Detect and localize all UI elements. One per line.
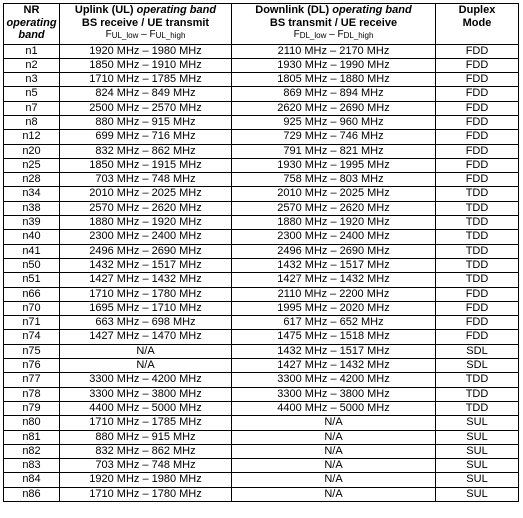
band-cell: n12	[4, 130, 60, 144]
downlink-range-formula	[232, 29, 435, 43]
nr-band-table-container	[3, 3, 519, 502]
table-header-row	[4, 4, 519, 45]
downlink-range-cell: 925 MHz – 960 MHz	[232, 115, 436, 129]
band-cell: n5	[4, 87, 60, 101]
uplink-range-cell: 1920 MHz – 1980 MHz	[60, 473, 232, 487]
band-cell: n3	[4, 73, 60, 87]
downlink-range-cell: 1995 MHz – 2020 MHz	[232, 301, 436, 315]
duplex-mode-cell: TDD	[436, 230, 519, 244]
nr-operating-band-table	[3, 3, 519, 502]
uplink-range-cell: 703 MHz – 748 MHz	[60, 173, 232, 187]
uplink-range-cell: 3300 MHz – 3800 MHz	[60, 387, 232, 401]
table-row	[4, 330, 519, 344]
downlink-range-cell: 758 MHz – 803 MHz	[232, 173, 436, 187]
band-cell: n81	[4, 430, 60, 444]
table-row	[4, 187, 519, 201]
downlink-header-subtitle: BS transmit / UE receive	[269, 16, 398, 29]
downlink-range-cell: N/A	[232, 487, 436, 501]
uplink-range-cell: 1710 MHz – 1780 MHz	[60, 487, 232, 501]
downlink-range-cell: 869 MHz – 894 MHz	[232, 87, 436, 101]
table-row	[4, 144, 519, 158]
downlink-range-cell: N/A	[232, 416, 436, 430]
band-cell: n74	[4, 330, 60, 344]
duplex-mode-cell: FDD	[436, 173, 519, 187]
downlink-range-cell: N/A	[232, 459, 436, 473]
uplink-range-cell: 1920 MHz – 1980 MHz	[60, 44, 232, 58]
band-cell: n39	[4, 216, 60, 230]
uplink-hi-sub: UL_high	[155, 31, 186, 40]
duplex-mode-cell: TDD	[436, 401, 519, 415]
band-cell: n83	[4, 459, 60, 473]
uplink-column-header	[60, 4, 232, 45]
duplex-mode-cell: TDD	[436, 216, 519, 230]
duplex-mode-cell: SUL	[436, 487, 519, 501]
table-row	[4, 287, 519, 301]
uplink-hi-main: F	[149, 29, 156, 40]
uplink-range-cell: 2010 MHz – 2025 MHz	[60, 187, 232, 201]
downlink-range-cell: 1930 MHz – 1990 MHz	[232, 58, 436, 72]
duplex-mode-cell: FDD	[436, 101, 519, 115]
table-row	[4, 244, 519, 258]
downlink-hi-sub: DL_high	[343, 31, 374, 40]
downlink-range-cell: 1880 MHz – 1920 MHz	[232, 216, 436, 230]
band-cell: n76	[4, 359, 60, 373]
uplink-title-italic: operating band	[136, 4, 217, 16]
uplink-range-cell: 1427 MHz – 1432 MHz	[60, 273, 232, 287]
downlink-title-plain: Downlink (DL)	[255, 4, 333, 16]
uplink-range-cell: 4400 MHz – 5000 MHz	[60, 401, 232, 415]
table-row	[4, 58, 519, 72]
downlink-range-cell: 4400 MHz – 5000 MHz	[232, 401, 436, 415]
downlink-range-cell: N/A	[232, 444, 436, 458]
uplink-range-cell: N/A	[60, 359, 232, 373]
uplink-range-cell: 1695 MHz – 1710 MHz	[60, 301, 232, 315]
table-row	[4, 158, 519, 172]
duplex-mode-cell: FDD	[436, 316, 519, 330]
band-header-line2: operating	[6, 16, 57, 29]
table-row	[4, 430, 519, 444]
duplex-header-line2: Mode	[462, 16, 492, 29]
uplink-range-cell: 880 MHz – 915 MHz	[60, 430, 232, 444]
band-cell: n25	[4, 158, 60, 172]
band-cell: n1	[4, 44, 60, 58]
table-row	[4, 258, 519, 272]
band-cell: n34	[4, 187, 60, 201]
band-cell: n8	[4, 115, 60, 129]
downlink-range-cell: 1427 MHz – 1432 MHz	[232, 359, 436, 373]
duplex-mode-cell: TDD	[436, 387, 519, 401]
uplink-range-sep: –	[138, 29, 150, 40]
duplex-mode-cell: FDD	[436, 73, 519, 87]
downlink-range-cell: 729 MHz – 746 MHz	[232, 130, 436, 144]
table-row	[4, 487, 519, 501]
band-cell: n82	[4, 444, 60, 458]
uplink-range-cell: 1710 MHz – 1780 MHz	[60, 287, 232, 301]
table-row	[4, 216, 519, 230]
table-row	[4, 444, 519, 458]
uplink-range-cell: 2496 MHz – 2690 MHz	[60, 244, 232, 258]
downlink-range-cell: 3300 MHz – 4200 MHz	[232, 373, 436, 387]
table-row	[4, 101, 519, 115]
duplex-mode-cell: FDD	[436, 158, 519, 172]
table-row	[4, 373, 519, 387]
duplex-mode-cell: FDD	[436, 58, 519, 72]
downlink-range-cell: N/A	[232, 473, 436, 487]
downlink-range-cell: N/A	[232, 430, 436, 444]
band-cell: n71	[4, 316, 60, 330]
table-row	[4, 359, 519, 373]
duplex-mode-cell: TDD	[436, 244, 519, 258]
duplex-mode-cell: SUL	[436, 459, 519, 473]
downlink-range-cell: 1432 MHz – 1517 MHz	[232, 258, 436, 272]
band-cell: n28	[4, 173, 60, 187]
table-row	[4, 230, 519, 244]
duplex-mode-cell: TDD	[436, 373, 519, 387]
table-row	[4, 73, 519, 87]
downlink-range-cell: 2496 MHz – 2690 MHz	[232, 244, 436, 258]
duplex-mode-cell: SUL	[436, 430, 519, 444]
table-row	[4, 273, 519, 287]
downlink-range-cell: 791 MHz – 821 MHz	[232, 144, 436, 158]
band-cell: n86	[4, 487, 60, 501]
band-cell: n51	[4, 273, 60, 287]
table-body	[4, 44, 519, 502]
uplink-range-cell: 663 MHz – 698 MHz	[60, 316, 232, 330]
downlink-lo-main: F	[293, 29, 300, 40]
table-row	[4, 344, 519, 358]
duplex-header-line1: Duplex	[458, 4, 496, 16]
downlink-range-cell: 2110 MHz – 2200 MHz	[232, 287, 436, 301]
uplink-range-cell: 1432 MHz – 1517 MHz	[60, 258, 232, 272]
duplex-mode-cell: FDD	[436, 287, 519, 301]
duplex-mode-cell: FDD	[436, 130, 519, 144]
duplex-mode-cell: FDD	[436, 301, 519, 315]
band-cell: n7	[4, 101, 60, 115]
downlink-range-cell: 2620 MHz – 2690 MHz	[232, 101, 436, 115]
table-row	[4, 44, 519, 58]
downlink-hi-main: F	[337, 29, 344, 40]
duplex-mode-cell: SDL	[436, 344, 519, 358]
downlink-range-cell: 2110 MHz – 2170 MHz	[232, 44, 436, 58]
uplink-range-formula	[60, 29, 231, 43]
band-cell: n66	[4, 287, 60, 301]
table-row	[4, 316, 519, 330]
table-row	[4, 401, 519, 415]
duplex-mode-cell: FDD	[436, 44, 519, 58]
uplink-range-cell: 2500 MHz – 2570 MHz	[60, 101, 232, 115]
table-row	[4, 115, 519, 129]
band-header-line3: band	[18, 29, 45, 41]
downlink-lo-sub: DL_low	[299, 31, 327, 40]
band-column-header	[4, 4, 60, 45]
uplink-range-cell: 1710 MHz – 1785 MHz	[60, 416, 232, 430]
table-row	[4, 130, 519, 144]
uplink-range-cell: 703 MHz – 748 MHz	[60, 459, 232, 473]
uplink-range-cell: 832 MHz – 862 MHz	[60, 144, 232, 158]
downlink-header-title	[232, 4, 435, 17]
table-row	[4, 173, 519, 187]
uplink-title-plain: Uplink (UL)	[74, 4, 137, 16]
band-cell: n78	[4, 387, 60, 401]
uplink-range-cell: 832 MHz – 862 MHz	[60, 444, 232, 458]
table-row	[4, 473, 519, 487]
uplink-range-cell: 1850 MHz – 1915 MHz	[60, 158, 232, 172]
band-cell: n20	[4, 144, 60, 158]
band-cell: n50	[4, 258, 60, 272]
duplex-mode-cell: SUL	[436, 416, 519, 430]
duplex-mode-cell: TDD	[436, 273, 519, 287]
table-row	[4, 416, 519, 430]
uplink-range-cell: 1710 MHz – 1785 MHz	[60, 73, 232, 87]
downlink-range-cell: 2010 MHz – 2025 MHz	[232, 187, 436, 201]
downlink-range-cell: 2570 MHz – 2620 MHz	[232, 201, 436, 215]
table-row	[4, 201, 519, 215]
downlink-range-cell: 1432 MHz – 1517 MHz	[232, 344, 436, 358]
uplink-range-cell: 1850 MHz – 1910 MHz	[60, 58, 232, 72]
uplink-range-cell: 699 MHz – 716 MHz	[60, 130, 232, 144]
downlink-range-cell: 1475 MHz – 1518 MHz	[232, 330, 436, 344]
uplink-lo-sub: UL_low	[111, 31, 139, 40]
uplink-range-cell: N/A	[60, 344, 232, 358]
uplink-range-cell: 2570 MHz – 2620 MHz	[60, 201, 232, 215]
table-row	[4, 301, 519, 315]
band-cell: n75	[4, 344, 60, 358]
downlink-range-sep: –	[326, 29, 338, 40]
duplex-mode-cell: TDD	[436, 201, 519, 215]
uplink-header-subtitle: BS receive / UE transmit	[81, 16, 210, 29]
duplex-mode-cell: FDD	[436, 115, 519, 129]
uplink-lo-main: F	[105, 29, 112, 40]
uplink-range-cell: 3300 MHz – 4200 MHz	[60, 373, 232, 387]
uplink-range-cell: 880 MHz – 915 MHz	[60, 115, 232, 129]
downlink-range-cell: 1427 MHz – 1432 MHz	[232, 273, 436, 287]
duplex-mode-cell: TDD	[436, 258, 519, 272]
duplex-mode-cell: SDL	[436, 359, 519, 373]
downlink-title-italic: operating band	[332, 4, 412, 16]
table-row	[4, 87, 519, 101]
duplex-mode-cell: TDD	[436, 187, 519, 201]
uplink-range-cell: 1427 MHz – 1470 MHz	[60, 330, 232, 344]
band-header-line1: NR	[23, 4, 40, 16]
table-row	[4, 459, 519, 473]
uplink-range-cell: 2300 MHz – 2400 MHz	[60, 230, 232, 244]
duplex-mode-cell: SUL	[436, 444, 519, 458]
downlink-range-cell: 3300 MHz – 3800 MHz	[232, 387, 436, 401]
uplink-range-cell: 824 MHz – 849 MHz	[60, 87, 232, 101]
downlink-range-cell: 617 MHz – 652 MHz	[232, 316, 436, 330]
band-cell: n70	[4, 301, 60, 315]
uplink-header-title	[60, 4, 231, 17]
duplex-mode-cell: FDD	[436, 144, 519, 158]
table-row	[4, 387, 519, 401]
downlink-column-header	[232, 4, 436, 45]
band-cell: n40	[4, 230, 60, 244]
band-cell: n80	[4, 416, 60, 430]
duplex-mode-cell: SUL	[436, 473, 519, 487]
duplex-column-header	[436, 4, 519, 45]
band-cell: n84	[4, 473, 60, 487]
band-cell: n2	[4, 58, 60, 72]
band-cell: n41	[4, 244, 60, 258]
downlink-range-cell: 1930 MHz – 1995 MHz	[232, 158, 436, 172]
band-cell: n38	[4, 201, 60, 215]
duplex-mode-cell: FDD	[436, 330, 519, 344]
band-cell: n79	[4, 401, 60, 415]
downlink-range-cell: 2300 MHz – 2400 MHz	[232, 230, 436, 244]
duplex-mode-cell: FDD	[436, 87, 519, 101]
uplink-range-cell: 1880 MHz – 1920 MHz	[60, 216, 232, 230]
band-cell: n77	[4, 373, 60, 387]
downlink-range-cell: 1805 MHz – 1880 MHz	[232, 73, 436, 87]
